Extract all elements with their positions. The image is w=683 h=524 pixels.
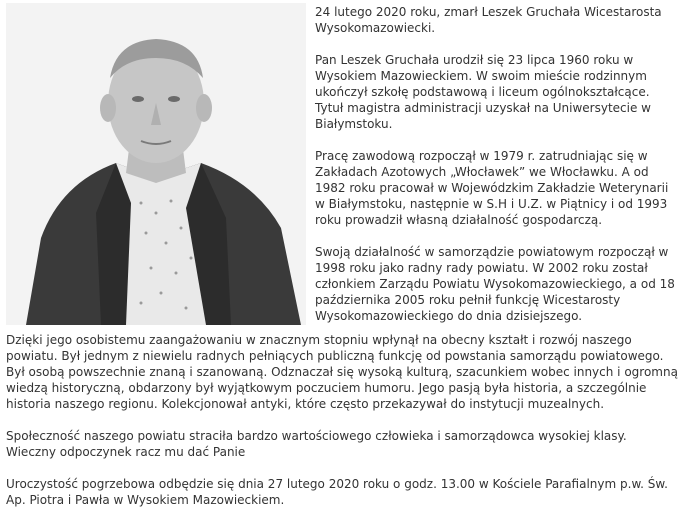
career-paragraph: Pracę zawodową rozpoczął w 1979 r. zatrudniając się w Zakładach Azotowych „Włocławek” we Włocławku. A od 1982 roku pracował w Wojewódzkim Zakładzie Weterynarii w Białymstoku, następnie w S.H i U.Z. w Piątnicy i od 1993 roku prowadził własną działalność gospodarczą. [315, 149, 669, 227]
biography-paragraph: Pan Leszek Gruchała urodził się 23 lipca 1960 roku w Wysokiem Mazowieckiem. W swoim mieście rodzinnym ukończył szkołę podstawową i liceum ogólnokształcące. Tytuł magistra administracji uzyskał na Uniwersytecie w Białymstoku. [315, 53, 651, 131]
article-body [6, 332, 680, 524]
condolence-paragraph [6, 428, 680, 460]
tribute-paragraph: Dzięki jego osobistemu zaangażowaniu w znacznym stopniu wpłynął na obecny kształt i rozwój naszego powiatu. Był jednym z niewielu radnych pełniących publiczną funkcję od powstania samorządu powiatowego. Był osobą powszechnie znaną i szanowaną. Odznaczał się wysoką kulturą, szacunkiem wobec innych i ogromną wiedzą historyczną, obdarzony był wyjątkowym poczuciem humoru. Jego pasją była historia, a szczególnie historia naszego regionu. Kolekcjonował antyki, które często przekazywał do instytucji muzealnych. [6, 333, 678, 411]
death-announcement: 24 lutego 2020 roku, zmarł Leszek Gruchała Wicestarosta Wysokomazowiecki. [315, 5, 662, 35]
prayer-line: Wieczny odpoczynek racz mu dać Panie [6, 445, 246, 459]
article-intro-column [315, 4, 679, 340]
funeral-announcement: Uroczystość pogrzebowa odbędzie się dnia 27 lutego 2020 roku o godz. 13.00 w Kościele Parafialnym p.w. Św. Ap. Piotra i Pawła w Wysokiem Mazowieckiem. [6, 477, 668, 507]
portrait-photo [6, 3, 306, 325]
condolence-line: Społeczność naszego powiatu straciła bardzo wartościowego człowieka i samorządowca wysokiej klasy. [6, 429, 627, 443]
local-government-paragraph: Swoją działalność w samorządzie powiatowym rozpoczął w 1998 roku jako radny rady powiatu. W 2002 roku został członkiem Zarządu Powiatu Wysokomazowieckiego, a od 18 października 2005 roku pełnił funkcję Wicestarosty Wysokomazowieckiego do dnia dzisiejszego. [315, 245, 675, 323]
